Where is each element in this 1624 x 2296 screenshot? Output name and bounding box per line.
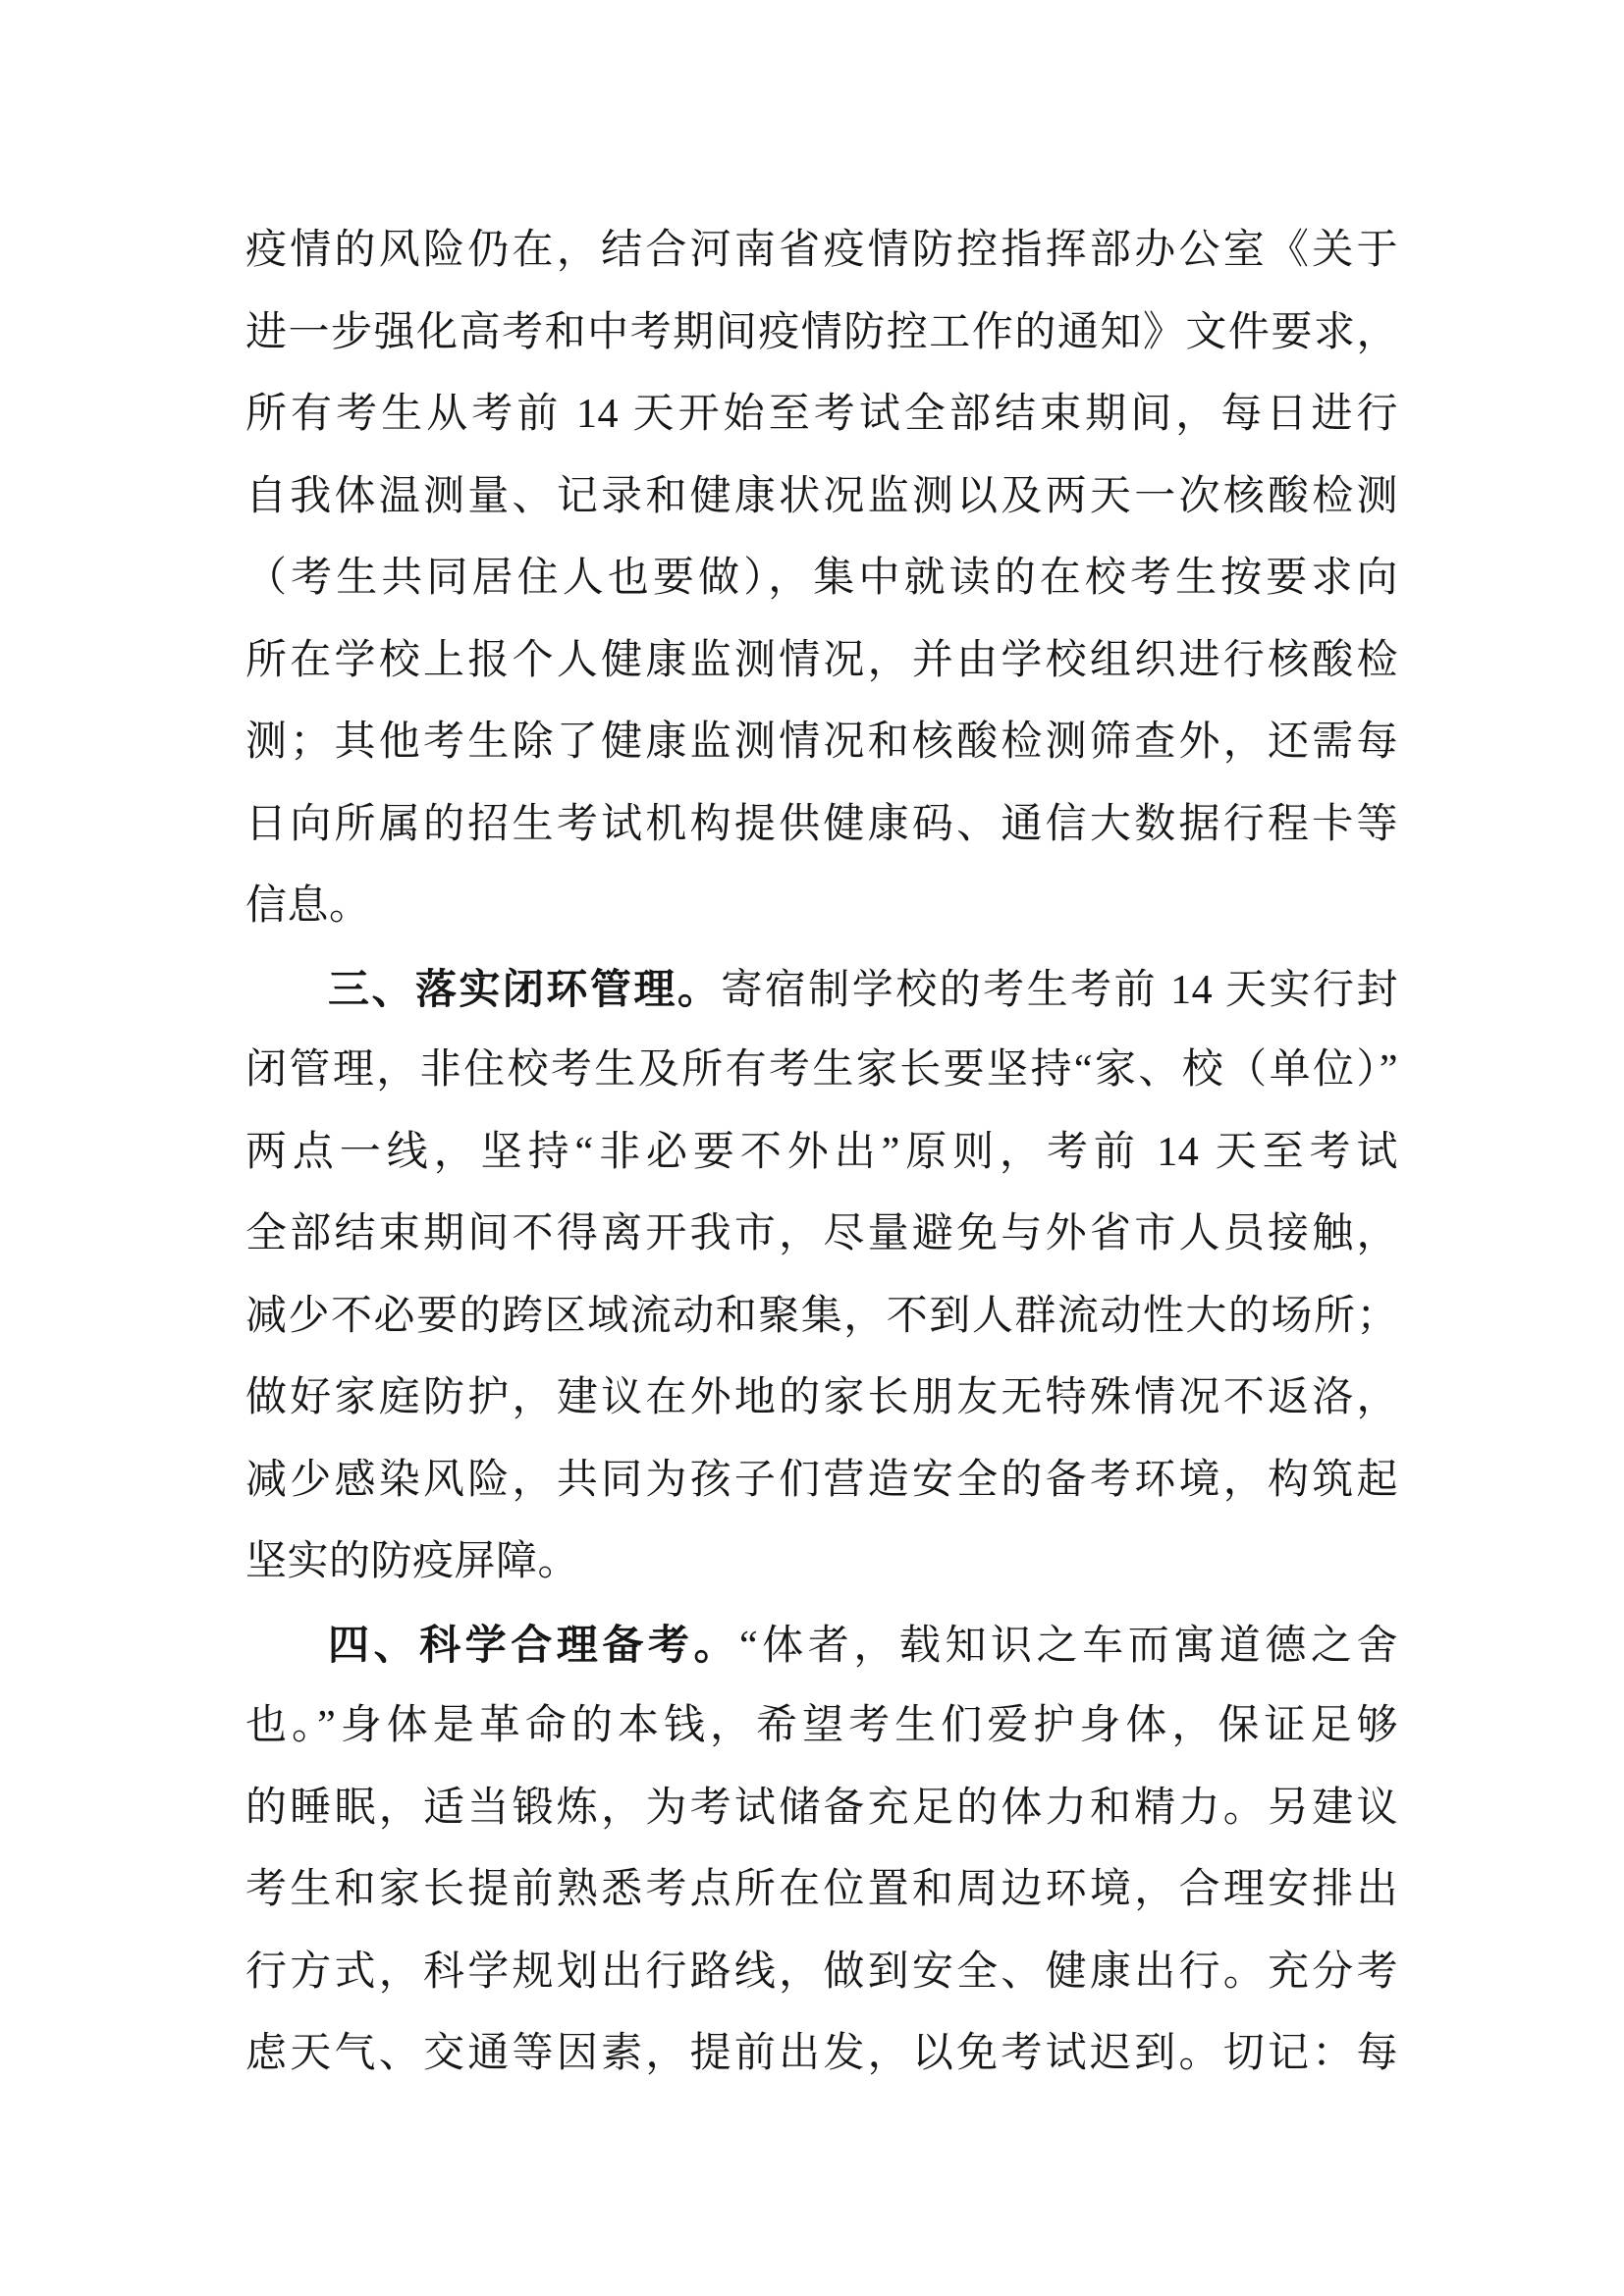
text-line <box>245 1768 1398 1850</box>
text-line <box>245 1112 1398 1195</box>
text-segment: 日向所属的招生考试机构提供健康码、通信大数据行程卡等 <box>245 801 1398 847</box>
text-segment: 也。”身体是革命的本钱，希望考生们爱护身体，保证足够 <box>245 1703 1398 1748</box>
text-segment: 疫情的风险仍在，结合河南省疫情防控指挥部办公室《关于 <box>245 228 1398 273</box>
text-line <box>245 538 1398 620</box>
text-segment: 寄宿制学校的考生考前 14 天实行封 <box>721 967 1398 1013</box>
text-line <box>245 456 1398 539</box>
text-segment: “体者，载知识之车而寓道德之舍 <box>739 1623 1398 1669</box>
text-line <box>245 866 1398 948</box>
text-line <box>245 1685 1398 1768</box>
text-segment: 行方式，科学规划出行路线，做到安全、健康出行。充分考 <box>245 1949 1398 1995</box>
text-line <box>245 1604 1398 1686</box>
text-line <box>245 210 1398 293</box>
text-line <box>245 1932 1398 2014</box>
text-line <box>245 1276 1398 1359</box>
text-line <box>245 293 1398 375</box>
text-segment: 所在学校上报个人健康监测情况，并由学校组织进行核酸检 <box>245 637 1398 683</box>
text-segment: 所有考生从考前 14 天开始至考试全部结束期间，每日进行 <box>245 392 1398 437</box>
text-segment: 的睡眠，适当锻炼，为考试储备充足的体力和精力。另建议 <box>245 1785 1398 1831</box>
text-line <box>245 1440 1398 1522</box>
text-line <box>245 374 1398 456</box>
text-line <box>245 1358 1398 1440</box>
text-segment: 测；其他考生除了健康监测情况和核酸检测筛查外，还需每 <box>245 720 1398 765</box>
text-segment: 减少不必要的跨区域流动和聚集，不到人群流动性大的场所； <box>245 1293 1398 1339</box>
text-segment: 信息。 <box>245 883 371 929</box>
text-segment: 闭管理，非住校考生及所有考生家长要坚持“家、校（单位）” <box>245 1047 1398 1093</box>
text-segment: 减少感染风险，共同为孩子们营造安全的备考环境，构筑起 <box>245 1457 1398 1503</box>
text-segment: 做好家庭防护，建议在外地的家长朋友无特殊情况不返洛， <box>245 1375 1398 1420</box>
text-segment: 坚实的防疫屏障。 <box>245 1539 580 1584</box>
text-segment: （考生共同居住人也要做），集中就读的在校考生按要求向 <box>245 556 1398 601</box>
text-line <box>245 1522 1398 1604</box>
text-line <box>245 948 1398 1031</box>
text-segment: 自我体温测量、记录和健康状况监测以及两天一次核酸检测 <box>245 473 1398 519</box>
text-segment: 进一步强化高考和中考期间疫情防控工作的通知》文件要求， <box>245 309 1398 355</box>
document-body <box>245 210 1398 2096</box>
text-segment: 两点一线，坚持“非必要不外出”原则，考前 14 天至考试 <box>245 1129 1398 1175</box>
text-line <box>245 620 1398 703</box>
text-line <box>245 702 1398 784</box>
text-line <box>245 1194 1398 1276</box>
text-segment: 全部结束期间不得离开我市，尽量避免与外省市人员接触， <box>245 1211 1398 1256</box>
text-line <box>245 2013 1398 2096</box>
text-line <box>245 784 1398 867</box>
text-line <box>245 1030 1398 1112</box>
text-segment: 虑天气、交通等因素，提前出发，以免考试迟到。切记：每 <box>245 2031 1398 2076</box>
section-heading: 四、科学合理备考。 <box>328 1621 740 1668</box>
section-heading: 三、落实闭环管理。 <box>328 965 722 1012</box>
text-line <box>245 1849 1398 1932</box>
text-segment: 考生和家长提前熟悉考点所在位置和周边环境，合理安排出 <box>245 1867 1398 1912</box>
